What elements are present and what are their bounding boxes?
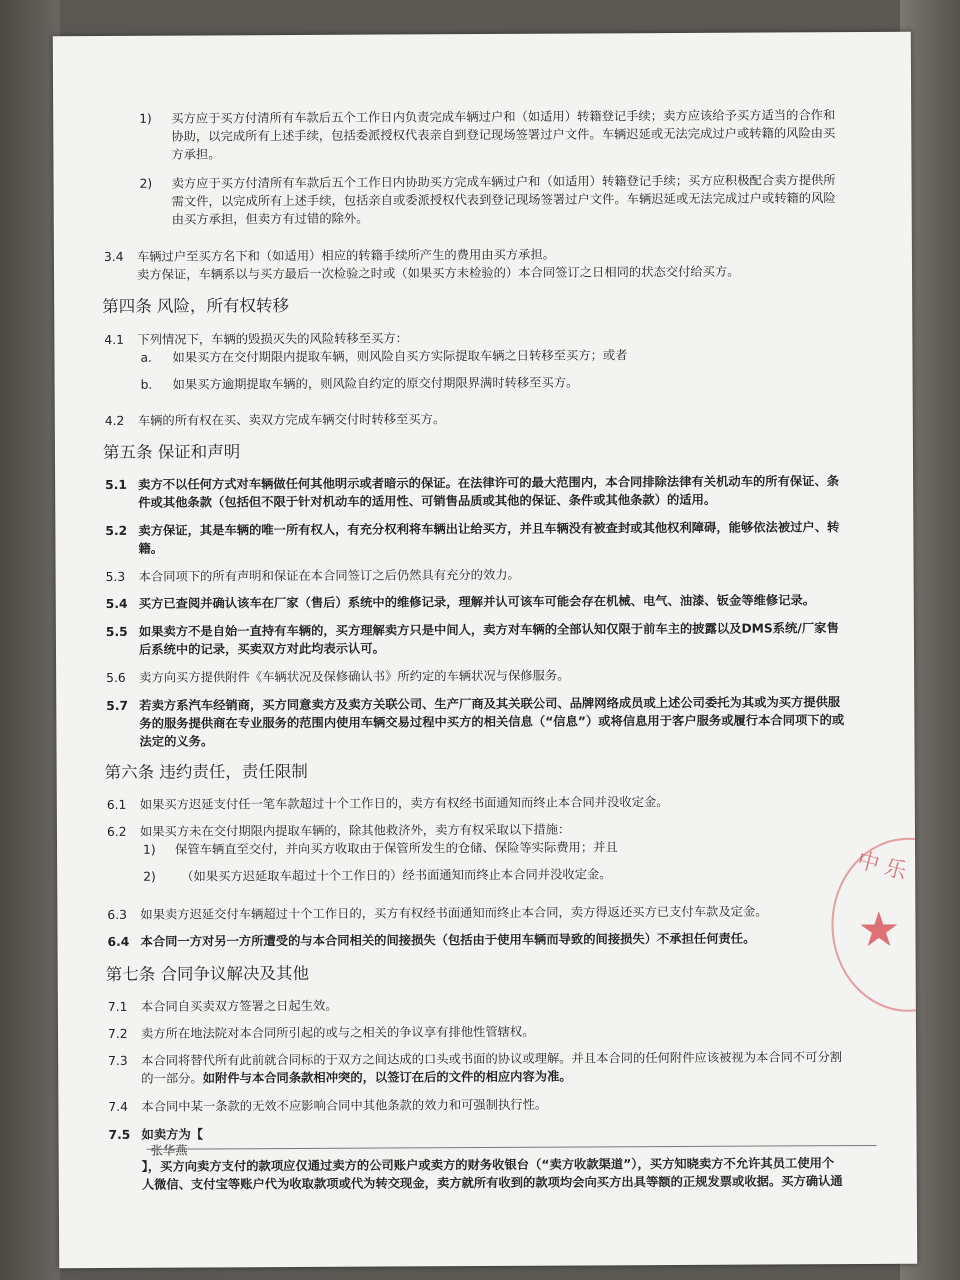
clause-line: 需文件，以完成所有上述手续，包括亲自或委派授权代表到登记现场签署过户文件。车辆迟延或无法完成过户或转籍的风险 (171, 191, 836, 209)
clause-line: 卖方向买方提供附件《车辆状况及保修确认书》所约定的车辆状况与保修服务。 (139, 668, 570, 685)
section-number: 7.1 (107, 999, 128, 1014)
item-number: 2) (143, 869, 156, 884)
clause-line: 人微信、支付宝等账户代为收取款项或代为转交现金，卖方就所有收到的款项均会向买方出具等额的正规发票或收据。买方确认通 (141, 1174, 843, 1192)
seller-label: 如卖方为【 (141, 1127, 204, 1142)
clause-line: 法定的义务。 (139, 734, 214, 749)
article-heading: 第五条 保证和声明 (102, 442, 241, 462)
section-number: 7.4 (108, 1099, 128, 1114)
clause-line: 后系统中的记录，买卖双方对此均表示认可。 (138, 641, 385, 657)
clause-line: 如果卖方不是自始一直持有车辆的，买方理解卖方只是中间人，卖方对车辆的全部认知仅限于前车主的披露以及DMS系统/厂家售 (138, 621, 839, 639)
background-left (0, 0, 60, 1280)
clause-fragment: 的一部分。 (141, 1071, 203, 1086)
section-number: 4.1 (104, 332, 124, 347)
clause-line: 如果买方迟延支付任一笔车款超过十个工作日的，卖方有权经书面通知而终止本合同并没收定金。 (139, 795, 669, 812)
clause-line: 务的服务提供商在专业服务的范围内使用车辆交易过程中买方的相关信息（“信息”）或将信息用于客户服务或履行本合同项下的或 (139, 713, 845, 731)
clause-line: 卖方应于买方付清所有车款后五个工作日内协助买方完成车辆过户和（如适用）转籍登记手续；买方应积极配合卖方提供所 (171, 173, 836, 191)
section-number: 5.6 (106, 670, 126, 685)
section-number: 5.4 (105, 596, 128, 611)
clause-line: 买方已查阅并确认该车在厂家（售后）系统中的维修记录，理解并认可该车可能会存在机械、电气、油漆、钣金等维修记录。 (138, 593, 816, 611)
clause-line: 卖方保证，车辆系以与买方最后一次检验之时或（如果买方未检验的）本合同签订之日相同的状态交付给买方。 (136, 264, 740, 282)
clause-line: 如果买方逾期提取车辆的，则风险自约定的原交付期限界满时转移至买方。 (172, 375, 579, 392)
section-number: 5.3 (105, 569, 126, 584)
section-number: 3.4 (103, 249, 124, 264)
section-number: 7.2 (107, 1026, 128, 1041)
clause-line: 车辆的所有权在买、卖双方完成车辆交付时转移至买方。 (137, 412, 446, 428)
clause-line: 方承担。 (171, 147, 221, 162)
section-number: 5.2 (105, 523, 128, 538)
clause-line: 保管车辆直至交付，并向买方收取由于保管所发生的仓储、保险等实际费用；并且 (175, 840, 618, 857)
clause-line: 下列情况下，车辆的毁损灭失的风险转移至买方： (137, 331, 408, 347)
section-number: 6.3 (107, 907, 127, 922)
clause-line: 本合同自买卖双方签署之日起生效。 (140, 998, 338, 1014)
clause-line: 如果买方在交付期限内提取车辆，则风险自买方实际提取车辆之日转移至买方；或者 (172, 348, 628, 365)
clause-line: 本合同中某一条款的无效不应影响合同中其他条款的效力和可强制执行性。 (141, 1097, 548, 1114)
clause-line: 本合同将替代所有此前就合同标的于双方之间达成的口头或书面的协议或理解。并且本合同的任何附件应该被视为本合同不可分割 (141, 1050, 843, 1068)
item-number: 2) (139, 176, 153, 191)
fill-underline (147, 1145, 877, 1150)
seller-name-fill: 张华燕 (150, 1143, 188, 1158)
clause-line: 卖方不以任何方式对车辆做任何其他明示或者暗示的保证。在法律许可的最大范围内，本合同排除法律有关机动车的所有保证、条 (138, 474, 840, 492)
clause-line: （如果买方迟延取车超过十个工作日的）经书面通知而终止本合同并没收定金。 (181, 867, 612, 884)
clause-line: 本合同项下的所有声明和保证在本合同签订之后仍然具有充分的效力。 (138, 567, 520, 584)
section-number: 5.1 (105, 477, 127, 492)
clause-line: 如果卖方迟延交付车辆超过十个工作日的，买方有权经书面通知而终止本合同，卖方得返还买方已支付车款及定金。 (140, 904, 768, 922)
section-number: 7.3 (108, 1053, 128, 1068)
section-number: 6.2 (106, 824, 127, 839)
clause-line: 件或其他条款（包括但不限于针对机动车的适用性、可销售品质或其他的保证、条件或其他条款）的适用。 (138, 492, 717, 510)
clause-line: 协助，以完成所有上述手续，包括委派授权代表亲自到登记现场签署过户文件。车辆迟延或无法完成过户或转籍的风险由买 (171, 126, 836, 144)
seal-star-icon: ★ (857, 901, 901, 959)
clause-line (141, 1068, 572, 1089)
clause-line: 】，买方向卖方支付的款项应仅通过卖方的公司账户或卖方的财务收银台（“卖方收款渠道”），买方知晓卖方不允许其员工使用个 (141, 1156, 835, 1174)
section-number: 6.4 (107, 934, 130, 949)
clause-line: 买方应于买方付清所有车款后五个工作日内负责完成车辆过户和（如适用）转籍登记手续；卖方应该给予买方适当的合作和 (171, 108, 836, 126)
clause-line: 车辆过户至买方名下和（如适用）相应的转籍手续所产生的费用由买方承担。 (136, 247, 556, 264)
seal-text: 中乐 (854, 848, 915, 887)
section-number: 6.1 (106, 797, 127, 812)
clause-line: 本合同一方对另一方所遭受的与本合同相关的间接损失（包括由于使用车辆而导致的间接损失）不承担任何责任。 (140, 931, 756, 949)
item-number: 1) (143, 842, 156, 857)
section-number: 5.7 (106, 698, 129, 713)
article-heading: 第六条 违约责任，责任限制 (104, 761, 308, 782)
clause-line: 如果买方未在交付期限内提取车辆的，除其他救济外，卖方有权采取以下措施： (139, 822, 571, 839)
article-heading: 第七条 合同争议解决及其他 (105, 963, 309, 984)
clause-fragment-bold: 如附件与本合同条款相冲突的，以签订在后的文件的相应内容为准。 (202, 1069, 572, 1086)
clause-line: 籍。 (138, 541, 164, 556)
clause-line: 卖方所在地法院对本合同所引起的或与之相关的争议享有排他性管辖权。 (140, 1024, 535, 1041)
item-number: 1) (139, 111, 152, 126)
item-number: b. (140, 377, 153, 392)
item-number: a. (140, 350, 152, 365)
clause-line: 由买方承担，但卖方有过错的除外。 (171, 211, 369, 227)
section-number: 5.5 (105, 624, 128, 639)
section-number: 4.2 (104, 413, 125, 428)
clause-line: 卖方保证，其是车辆的唯一所有权人，有充分权利将车辆出让给买方，并且车辆没有被查封或其他权利障碍，能够依法被过户、转 (138, 520, 840, 538)
contract-page (53, 32, 917, 1268)
clause-line: 若卖方系汽车经销商，买方同意卖方及卖方关联公司、生产厂商及其关联公司、品牌网络成员或上述公司委托为其或为买方提供服 (139, 695, 841, 713)
section-number: 7.5 (108, 1127, 131, 1142)
article-heading: 第四条 风险，所有权转移 (102, 296, 289, 316)
